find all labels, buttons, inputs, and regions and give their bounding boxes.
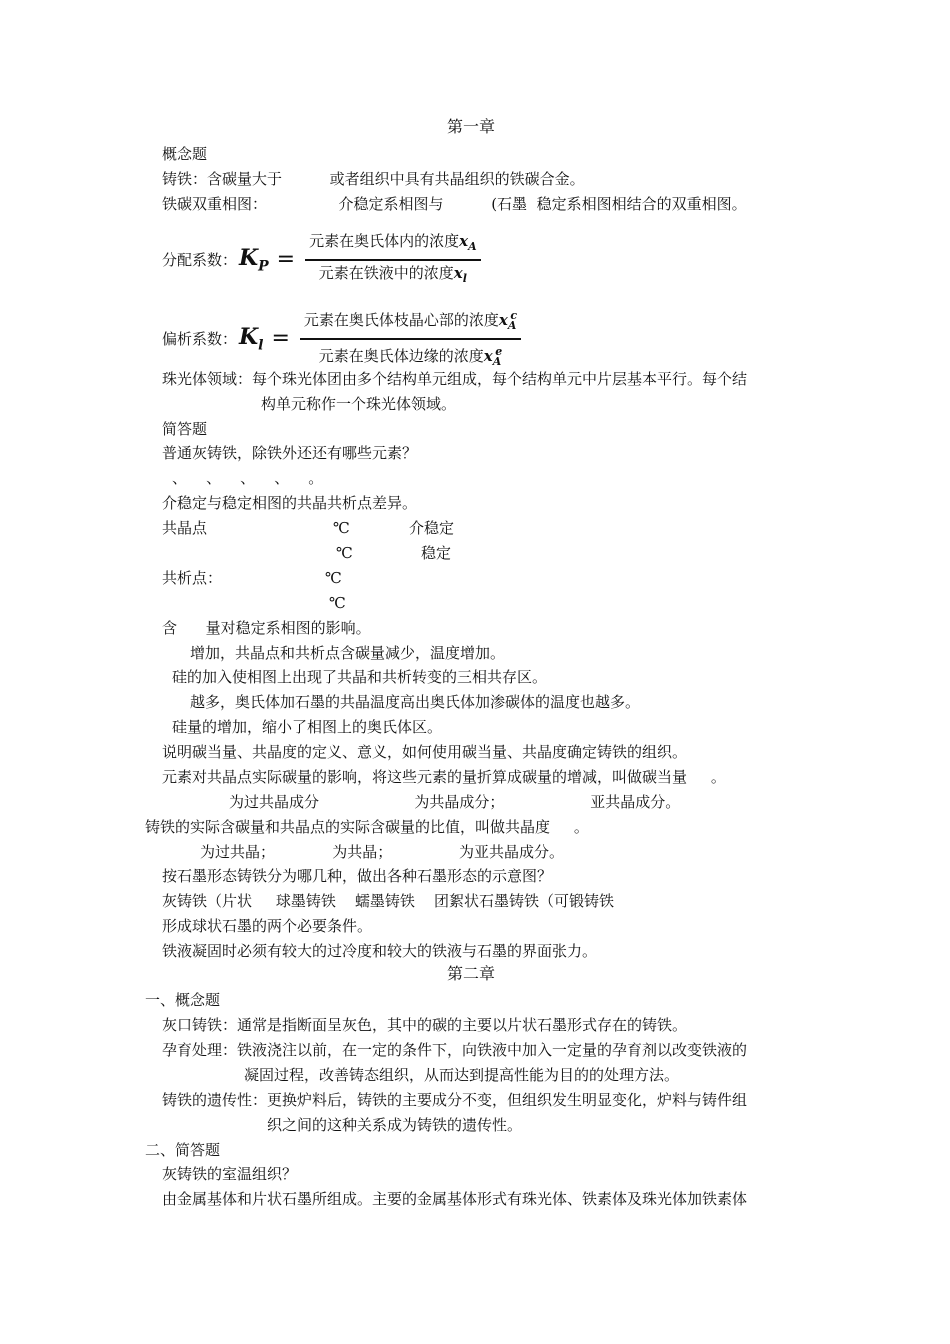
- segregation-coefficient-label: 偏析系数：: [162, 330, 238, 349]
- eutectic-degree-definition: 铸铁的实际含碳量和共晶点的实际含碳量的比值，叫做共晶度 。: [145, 818, 589, 836]
- pearlite-colony-definition: 珠光体领域：每个珠光体团由多个结构单元组成，每个结构单元中片层基本平行。每个结: [162, 370, 748, 388]
- answer-effect-3: 越多，奥氏体加石墨的共晶温度高出奥氏体加渗碳体的温度也越多。: [190, 693, 641, 711]
- kl-denominator: 元素在奥氏体边缘的浓度$x_A^e$: [318, 344, 503, 368]
- eutectoid-point-label: 共析点：: [162, 569, 223, 587]
- chapter-2-title: 第二章: [447, 964, 496, 983]
- answer-elements: 、 、 、 、 。: [172, 469, 324, 487]
- carbon-equivalent-criteria: 为过共晶成分 为共晶成分； 亚共晶成分。: [229, 793, 681, 811]
- eutectoid-temp-unit-1: ℃: [325, 569, 342, 587]
- carbon-equivalent-definition: 元素对共晶点实际碳量的影响，将这些元素的量折算成碳量的增减，叫做碳当量 。: [162, 768, 726, 786]
- inoculation-definition-cont: 凝固过程，改善铸态组织，从而达到提高性能为目的的处理方法。: [244, 1066, 680, 1084]
- eutectic-degree-criteria: 为过共晶； 为共晶； 为亚共晶成分。: [200, 843, 564, 861]
- kl-symbol: $K_l$: [239, 324, 264, 354]
- pearlite-colony-definition-cont: 构单元称作一个珠光体领域。: [261, 395, 457, 413]
- kl-numerator: 元素在奥氏体枝晶心部的浓度$x_A^c$: [303, 309, 518, 332]
- section-concepts-heading: 概念题: [162, 145, 208, 163]
- metastable-label-1: 介稳定: [409, 519, 455, 537]
- question-elements: 普通灰铸铁，除铁外还还有哪些元素？: [162, 444, 418, 462]
- heredity-definition-cont: 织之间的这种关系成为铸铁的遗传性。: [267, 1116, 523, 1134]
- question-spheroidal-conditions: 形成球状石墨的两个必要条件。: [162, 917, 373, 935]
- distribution-coefficient-formula: 分配系数： $K_P$ = $\frac{元素在奥氏体内的浓度x_A}{元素在铁液中的浓度x_l}$: [162, 229, 481, 291]
- answer-effect-1: 增加，共晶点和共析点含碳量减少，温度增加。: [190, 644, 506, 662]
- question-graphite-types: 按石墨形态铸铁分为哪几种，做出各种石墨形态的示意图？: [162, 867, 553, 885]
- kp-fraction: [305, 229, 481, 291]
- eutectic-temp-unit-1: ℃: [333, 519, 350, 537]
- heredity-definition: 铸铁的遗传性：更换炉料后，铸铁的主要成分不变，但组织发生明显变化，炉料与铸件组: [162, 1091, 748, 1109]
- answer-graphite-types: 灰铸铁（片状 球墨铸铁 蠕墨铸铁 团絮状石墨铸铁（可锻铸铁: [162, 892, 614, 910]
- kp-symbol: $K_P$: [239, 245, 269, 275]
- eutectic-point-label: 共晶点: [162, 519, 208, 537]
- section-short-answer-heading: 简答题: [162, 420, 208, 438]
- ch2-short-answer-heading: 二、简答题: [145, 1141, 221, 1159]
- question-content-effect: 含 量对稳定系相图的影响。: [162, 619, 371, 637]
- distribution-coefficient-label: 分配系数：: [162, 251, 238, 270]
- kl-fraction: [300, 304, 521, 374]
- question-room-temp-structure: 灰铸铁的室温组织？: [162, 1165, 298, 1183]
- eutectic-temp-unit-2: ℃: [336, 544, 353, 562]
- kp-denominator: 元素在铁液中的浓度$x_l$: [318, 263, 467, 285]
- chapter-1-title: 第一章: [447, 117, 496, 136]
- answer-room-temp-structure: 由金属基体和片状石墨所组成。主要的金属基体形式有珠光体、铁素体及珠光体加铁素体: [162, 1190, 748, 1208]
- answer-spheroidal-conditions: 铁液凝固时必须有较大的过冷度和较大的铁液与石墨的界面张力。: [162, 942, 598, 960]
- cast-iron-definition: 铸铁：含碳量大于 或者组织中具有共晶组织的铁碳合金。: [162, 170, 585, 188]
- question-eutectic-difference: 介稳定与稳定相图的共晶共析点差异。: [162, 494, 418, 512]
- gray-iron-definition: 灰口铸铁：通常是指断面呈灰色，其中的碳的主要以片状石墨形式存在的铸铁。: [162, 1016, 688, 1034]
- dual-phase-diagram-definition: 铁碳双重相图： 介稳定系相图与 (石墨 稳定系相图相结合的双重相图。: [162, 195, 747, 213]
- answer-effect-2: 硅的加入使相图上出现了共晶和共析转变的三相共存区。: [172, 668, 548, 686]
- eutectoid-temp-unit-2: ℃: [329, 594, 346, 612]
- stable-label-1: 稳定: [421, 544, 452, 562]
- question-carbon-equivalent: 说明碳当量、共晶度的定义、意义，如何使用碳当量、共晶度确定铸铁的组织。: [162, 743, 688, 761]
- answer-effect-4: 硅量的增加，缩小了相图上的奥氏体区。: [172, 718, 443, 736]
- segregation-coefficient-formula: 偏析系数： $K_l$ = $\frac{元素在奥氏体枝晶心部的浓度x_A^c}{元素在奥氏体边缘的浓度x_A^e}$: [162, 304, 521, 374]
- inoculation-definition: 孕育处理：铁液浇注以前，在一定的条件下，向铁液中加入一定量的孕育剂以改变铁液的: [162, 1041, 748, 1059]
- ch2-concepts-heading: 一、概念题: [145, 991, 221, 1009]
- kp-numerator: 元素在奥氏体内的浓度$x_A$: [309, 232, 477, 253]
